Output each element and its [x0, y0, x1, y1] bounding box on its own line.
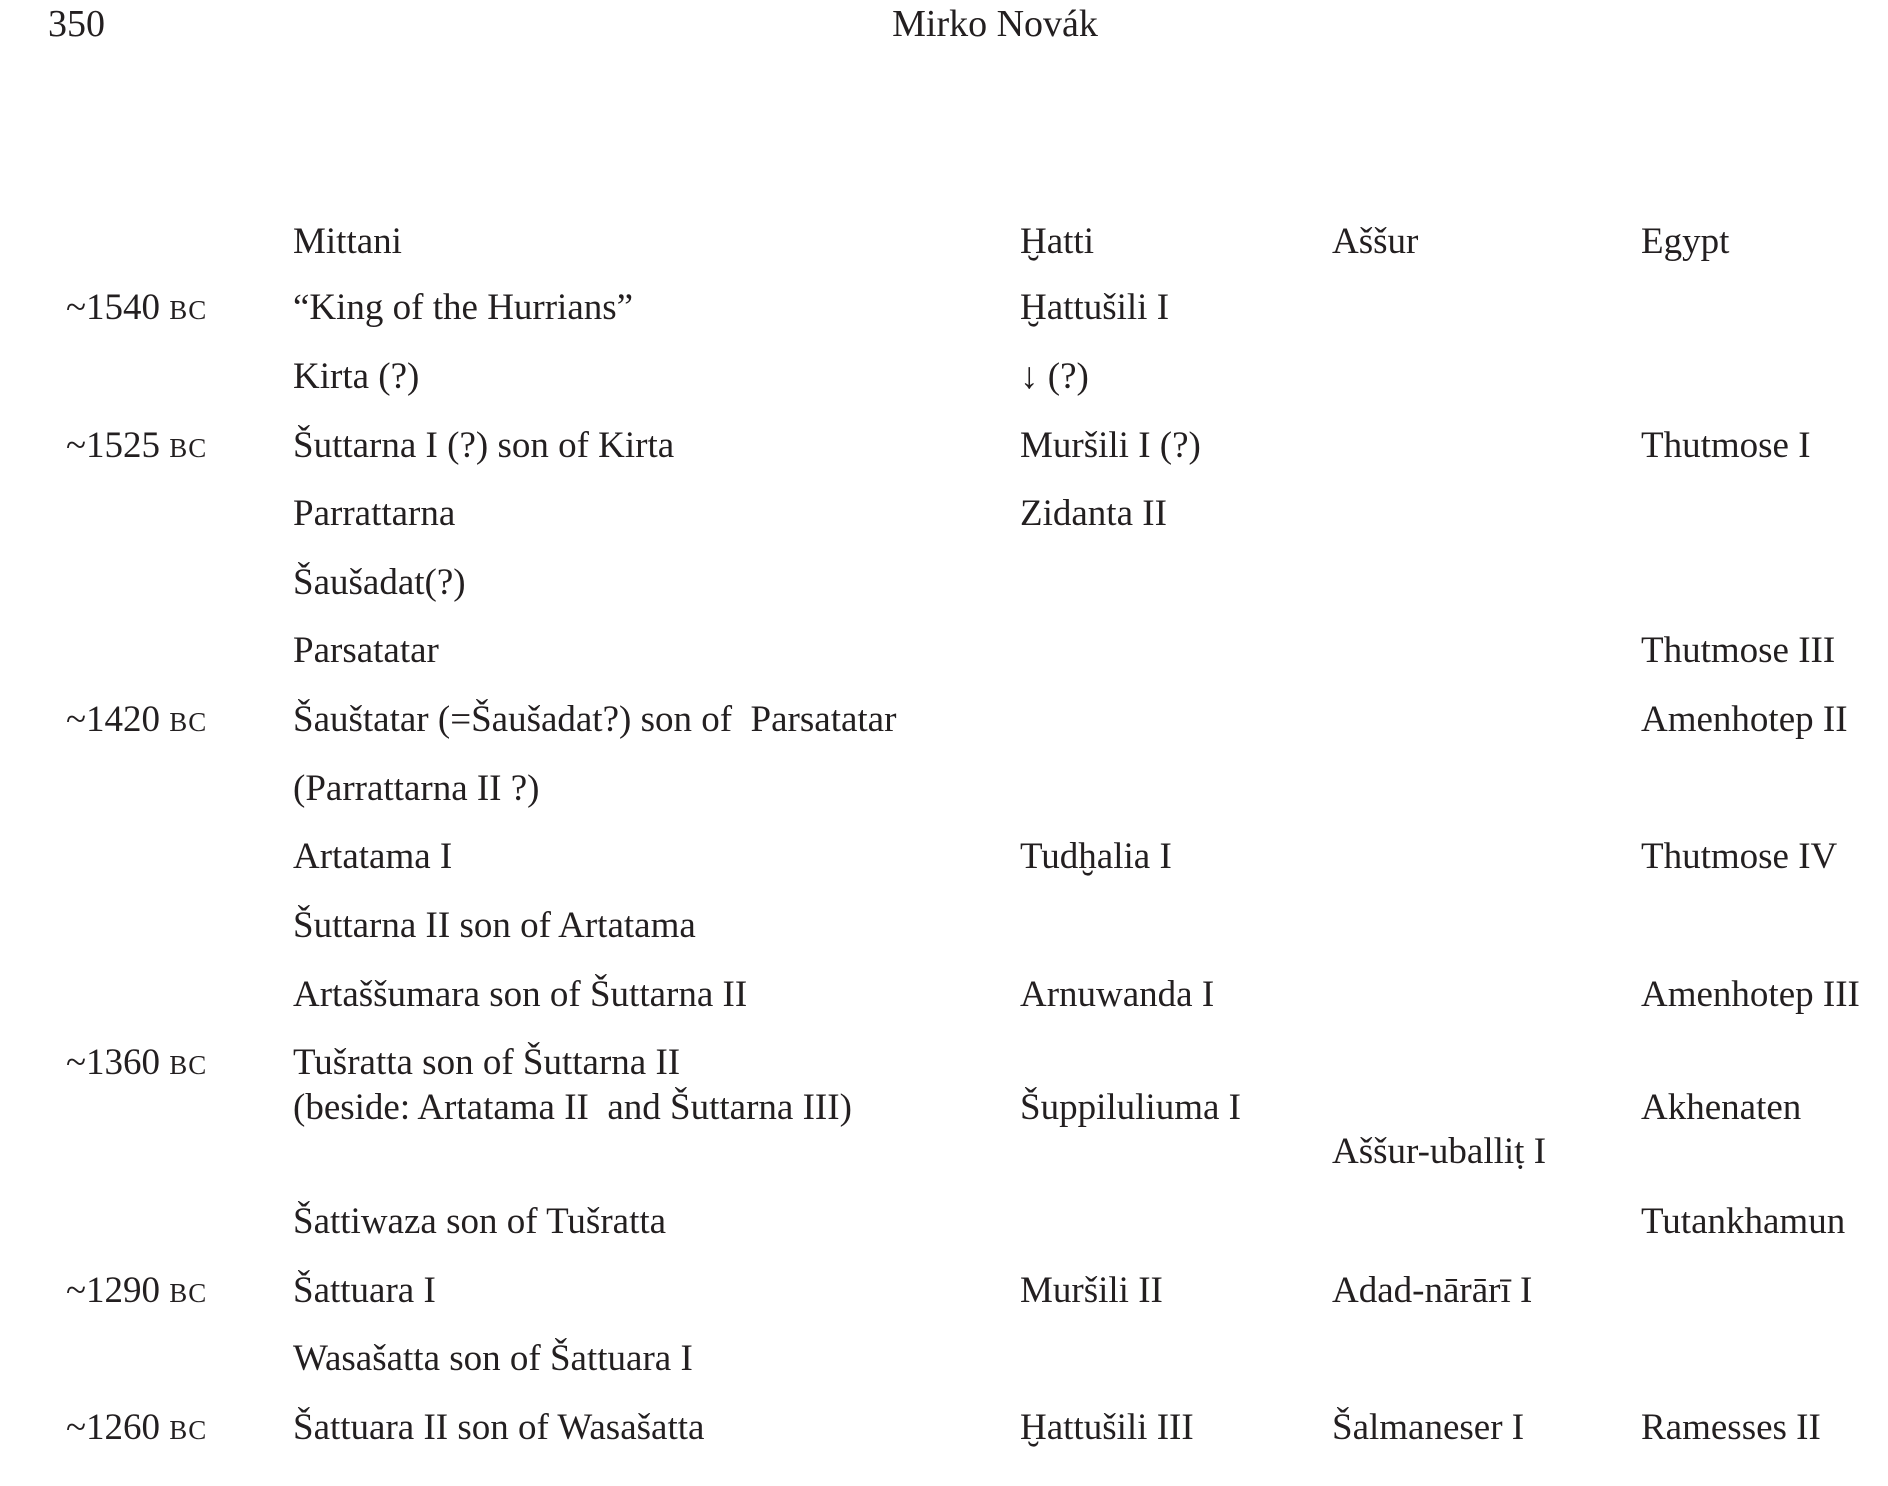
hatti-cell: Tudḫalia I: [1020, 836, 1172, 877]
egypt-cell: Thutmose IV: [1641, 836, 1838, 877]
date-cell: ~1290 BC: [66, 1270, 208, 1311]
column-header-assur: Aššur: [1332, 221, 1419, 262]
mittani-cell-note: (beside: Artatama II and Šuttarna III): [293, 1087, 852, 1128]
egypt-cell: Ramesses II: [1641, 1407, 1821, 1448]
column-header-egypt: Egypt: [1641, 221, 1730, 262]
running-head-author: Mirko Novák: [892, 3, 1098, 45]
hatti-cell: ↓ (?): [1020, 356, 1089, 397]
assur-cell: Aššur-uballiṭ I: [1332, 1131, 1547, 1172]
egypt-cell: Thutmose I: [1641, 425, 1811, 466]
mittani-cell: Šaušadat(?): [293, 562, 466, 603]
egypt-cell: Akhenaten: [1641, 1087, 1802, 1128]
mittani-cell: Šauštatar (=Šaušadat?) son of Parsatatar: [293, 699, 897, 740]
mittani-cell: Šattiwaza son of Tušratta: [293, 1201, 667, 1242]
hatti-cell: Muršili I (?): [1020, 425, 1201, 466]
egypt-cell: Amenhotep III: [1641, 974, 1860, 1015]
assur-cell: Šalmaneser I: [1332, 1407, 1525, 1448]
hatti-cell: Ḫattušili I: [1020, 287, 1170, 328]
hatti-cell: Zidanta II: [1020, 493, 1167, 534]
date-cell: ~1525 BC: [66, 425, 208, 466]
assur-cell: Adad-nārārī I: [1332, 1270, 1533, 1311]
date-cell: ~1360 BC: [66, 1042, 208, 1083]
mittani-cell: Artaššumara son of Šuttarna II: [293, 974, 748, 1015]
egypt-cell: Thutmose III: [1641, 630, 1836, 671]
date-cell: ~1260 BC: [66, 1407, 208, 1448]
date-cell: ~1420 BC: [66, 699, 208, 740]
mittani-cell: Šattuara II son of Wasašatta: [293, 1407, 705, 1448]
mittani-cell: Parsatatar: [293, 630, 439, 671]
mittani-cell: “King of the Hurrians”: [293, 287, 634, 328]
mittani-cell: Šattuara I: [293, 1270, 436, 1311]
date-cell: ~1540 BC: [66, 287, 208, 328]
hatti-cell: Arnuwanda I: [1020, 974, 1215, 1015]
mittani-cell: Šuttarna I (?) son of Kirta: [293, 425, 675, 466]
mittani-cell: Kirta (?): [293, 356, 420, 397]
mittani-cell: (Parrattarna II ?): [293, 768, 540, 809]
egypt-cell: Amenhotep II: [1641, 699, 1848, 740]
mittani-cell: Wasašatta son of Šattuara I: [293, 1338, 693, 1379]
mittani-cell: Artatama I: [293, 836, 453, 877]
page-number: 350: [48, 3, 105, 45]
hatti-cell: Šuppiluliuma I: [1020, 1087, 1241, 1128]
column-header-hatti: Ḫatti: [1020, 221, 1094, 262]
mittani-cell: Parrattarna: [293, 493, 456, 534]
column-header-mittani: Mittani: [293, 221, 402, 262]
hatti-cell: Ḫattušili III: [1020, 1407, 1194, 1448]
hatti-cell: Muršili II: [1020, 1270, 1163, 1311]
mittani-cell: Šuttarna II son of Artatama: [293, 905, 696, 946]
egypt-cell: Tutankhamun: [1641, 1201, 1846, 1242]
mittani-cell: Tušratta son of Šuttarna II: [293, 1042, 681, 1083]
